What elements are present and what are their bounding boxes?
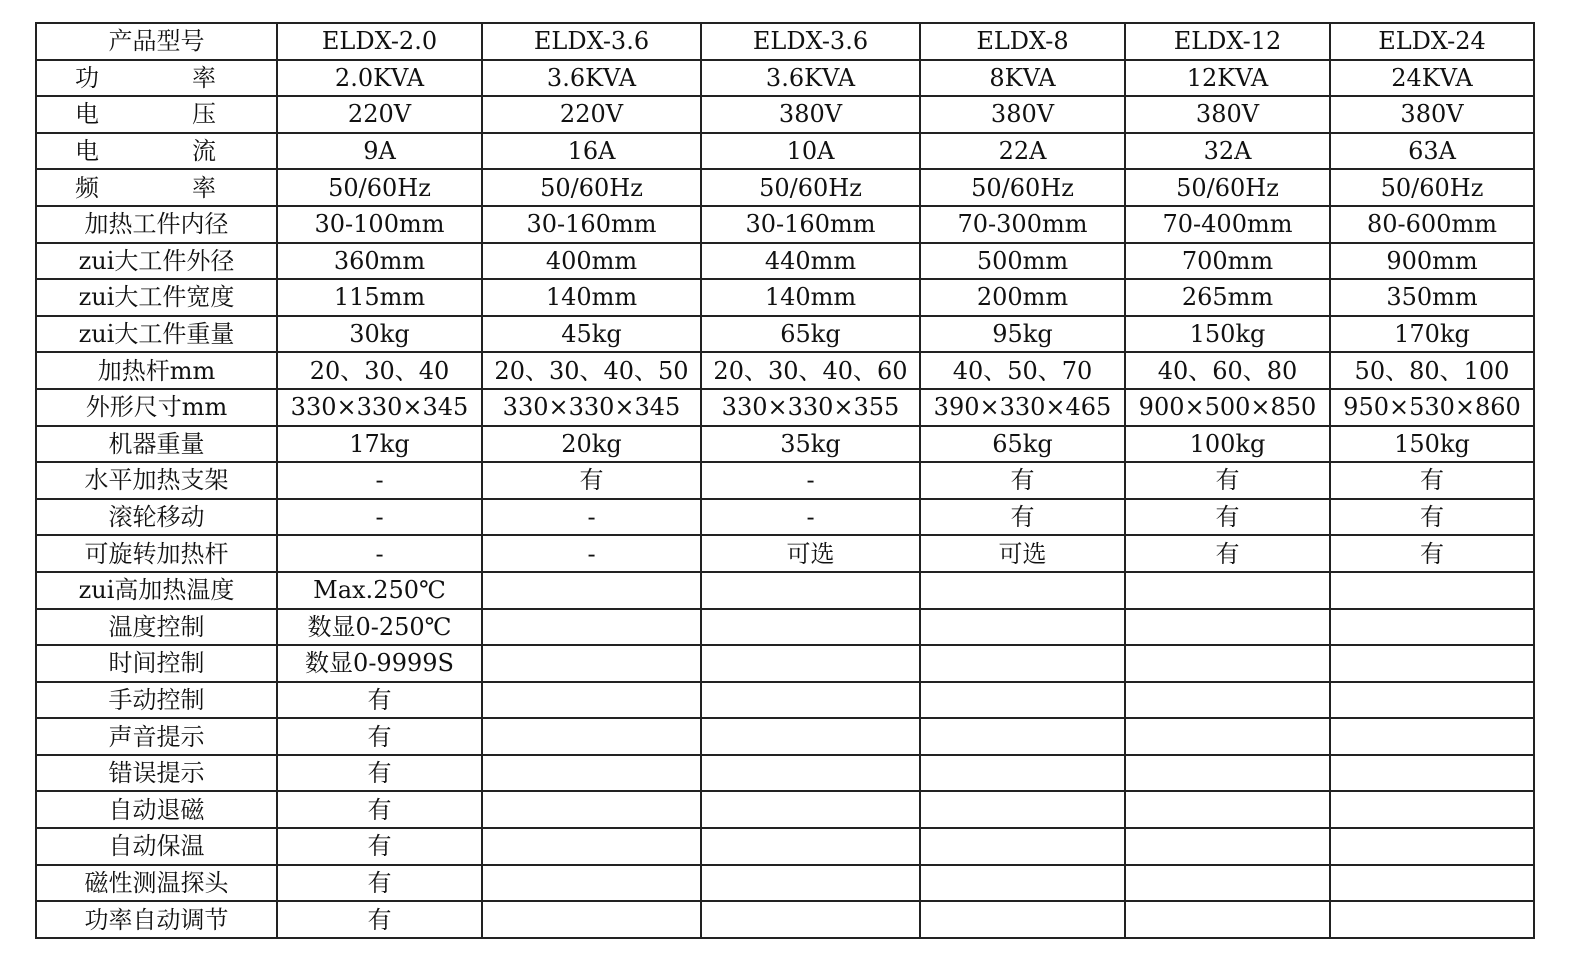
row-label: 可旋转加热杆 [36,535,277,572]
row-label: 错误提示 [36,755,277,792]
table-cell: 8KVA [920,60,1125,97]
table-cell: 95kg [920,316,1125,353]
table-cell [701,828,920,865]
table-cell: 330×330×345 [277,389,482,426]
table-cell: 200mm [920,279,1125,316]
table-cell: 360mm [277,243,482,280]
table-cell [701,645,920,682]
table-cell: 380V [701,96,920,133]
table-cell: 有 [277,828,482,865]
table-cell: 380V [1330,96,1534,133]
table-cell: 20、30、40、60 [701,352,920,389]
table-cell [1330,645,1534,682]
table-cell [701,609,920,646]
table-row [36,60,1534,97]
table-cell [920,645,1125,682]
table-cell: 100kg [1125,426,1330,463]
table-cell: 30-160mm [482,206,701,243]
table-cell: 350mm [1330,279,1534,316]
row-label: 功 率 [36,60,277,97]
table-cell: 45kg [482,316,701,353]
table-cell [920,828,1125,865]
table-cell [920,572,1125,609]
table-cell: 可选 [701,535,920,572]
table-cell [1125,901,1330,938]
table-cell: - [482,499,701,536]
row-label: 时间控制 [36,645,277,682]
table-cell: 115mm [277,279,482,316]
table-cell: 有 [277,755,482,792]
table-cell: 3.6KVA [482,60,701,97]
header-cell-model: ELDX-3.6 [482,23,701,60]
table-cell: 17kg [277,426,482,463]
table-cell [701,682,920,719]
table-row [36,96,1534,133]
table-cell [701,755,920,792]
table-cell [1125,572,1330,609]
table-cell [1330,718,1534,755]
table-cell: - [482,535,701,572]
table-cell: 500mm [920,243,1125,280]
table-cell: 32A [1125,133,1330,170]
row-label: zui高加热温度 [36,572,277,609]
table-cell: 22A [920,133,1125,170]
table-cell: 390×330×465 [920,389,1125,426]
table-row [36,462,1534,499]
table-cell [701,791,920,828]
row-label: 加热杆mm [36,352,277,389]
table-cell: 有 [277,865,482,902]
table-cell: 20kg [482,426,701,463]
row-label: 机器重量 [36,426,277,463]
table-cell: 50、80、100 [1330,352,1534,389]
table-cell: 12KVA [1125,60,1330,97]
table-cell: 40、50、70 [920,352,1125,389]
table-cell: 有 [1125,462,1330,499]
table-cell: 有 [1125,499,1330,536]
row-label: 自动退磁 [36,791,277,828]
table-cell: 50/60Hz [920,169,1125,206]
table-cell [1330,828,1534,865]
table-cell: 220V [277,96,482,133]
table-cell [1330,791,1534,828]
table-cell [482,755,701,792]
table-cell [920,609,1125,646]
table-cell [701,718,920,755]
table-cell: 50/60Hz [1330,169,1534,206]
table-cell: - [277,499,482,536]
row-label: 加热工件内径 [36,206,277,243]
table-cell: 50/60Hz [1125,169,1330,206]
table-cell: 330×330×345 [482,389,701,426]
spec-table [35,22,1535,939]
table-cell [920,791,1125,828]
table-row [36,169,1534,206]
table-cell [701,901,920,938]
row-label: 外形尺寸mm [36,389,277,426]
table-cell: 有 [1125,535,1330,572]
row-label: 频 率 [36,169,277,206]
table-cell: 440mm [701,243,920,280]
header-cell-model: ELDX-3.6 [701,23,920,60]
table-cell: 950×530×860 [1330,389,1534,426]
table-cell: 有 [277,791,482,828]
table-cell: 50/60Hz [701,169,920,206]
row-label: 磁性测温探头 [36,865,277,902]
table-cell [1125,755,1330,792]
table-cell: 700mm [1125,243,1330,280]
table-row [36,206,1534,243]
table-row [36,718,1534,755]
table-row [36,609,1534,646]
row-label: 功率自动调节 [36,901,277,938]
row-label: zui大工件宽度 [36,279,277,316]
table-cell [1125,645,1330,682]
table-cell [1330,609,1534,646]
table-cell: - [277,462,482,499]
header-cell-model: ELDX-2.0 [277,23,482,60]
row-label: 温度控制 [36,609,277,646]
row-label: 水平加热支架 [36,462,277,499]
table-cell: 20、30、40 [277,352,482,389]
spec-table-body [36,23,1534,938]
table-cell [1125,718,1330,755]
table-row [36,535,1534,572]
table-cell: 80-600mm [1330,206,1534,243]
table-cell: 有 [920,462,1125,499]
table-cell: 30-160mm [701,206,920,243]
row-label: 电 流 [36,133,277,170]
table-cell: 380V [1125,96,1330,133]
table-cell: 70-300mm [920,206,1125,243]
table-cell [920,718,1125,755]
table-row [36,572,1534,609]
header-cell-model: ELDX-24 [1330,23,1534,60]
table-cell: 900mm [1330,243,1534,280]
table-cell: 65kg [920,426,1125,463]
table-cell [1125,828,1330,865]
row-label: 声音提示 [36,718,277,755]
table-cell: 65kg [701,316,920,353]
table-cell [482,572,701,609]
header-cell-label: 产品型号 [36,23,277,60]
table-cell [482,828,701,865]
table-cell: 220V [482,96,701,133]
table-cell: 900×500×850 [1125,389,1330,426]
table-cell: - [701,462,920,499]
table-cell: 265mm [1125,279,1330,316]
table-cell: 9A [277,133,482,170]
table-cell: 330×330×355 [701,389,920,426]
table-cell [701,572,920,609]
table-cell: 150kg [1125,316,1330,353]
table-cell [1330,755,1534,792]
table-cell: 16A [482,133,701,170]
table-cell: 140mm [701,279,920,316]
table-cell: 70-400mm [1125,206,1330,243]
table-cell: 63A [1330,133,1534,170]
table-cell: 380V [920,96,1125,133]
table-cell [1330,572,1534,609]
table-cell: 可选 [920,535,1125,572]
table-cell: 30-100mm [277,206,482,243]
table-cell: 40、60、80 [1125,352,1330,389]
table-row [36,243,1534,280]
table-cell: 有 [1330,535,1534,572]
table-row [36,755,1534,792]
header-cell-model: ELDX-12 [1125,23,1330,60]
table-cell [1125,609,1330,646]
table-row [36,279,1534,316]
header-cell-model: ELDX-8 [920,23,1125,60]
table-cell [1330,865,1534,902]
table-row [36,682,1534,719]
table-cell: - [701,499,920,536]
table-cell [482,682,701,719]
table-row [36,316,1534,353]
table-cell: 3.6KVA [701,60,920,97]
row-label: zui大工件重量 [36,316,277,353]
table-cell [920,755,1125,792]
header-row [36,23,1534,60]
table-cell: 400mm [482,243,701,280]
table-cell: 数显0-9999S [277,645,482,682]
table-cell [920,682,1125,719]
row-label: 手动控制 [36,682,277,719]
table-cell [482,791,701,828]
table-cell [1125,682,1330,719]
table-cell: 10A [701,133,920,170]
table-cell: 有 [1330,462,1534,499]
table-cell: 数显0-250℃ [277,609,482,646]
table-cell: 有 [277,901,482,938]
table-cell [1330,682,1534,719]
table-cell [1125,865,1330,902]
table-row [36,426,1534,463]
row-label: zui大工件外径 [36,243,277,280]
table-row [36,828,1534,865]
table-cell: 50/60Hz [277,169,482,206]
table-cell: 有 [482,462,701,499]
table-cell: 35kg [701,426,920,463]
table-cell: 150kg [1330,426,1534,463]
table-row [36,791,1534,828]
table-row [36,645,1534,682]
table-cell: 20、30、40、50 [482,352,701,389]
table-cell: 有 [920,499,1125,536]
table-cell: 140mm [482,279,701,316]
table-row [36,389,1534,426]
table-cell: 50/60Hz [482,169,701,206]
table-cell [1330,901,1534,938]
table-cell: 2.0KVA [277,60,482,97]
table-row [36,499,1534,536]
row-label: 自动保温 [36,828,277,865]
table-cell: 有 [1330,499,1534,536]
table-cell: 170kg [1330,316,1534,353]
table-cell [701,865,920,902]
table-cell: 有 [277,718,482,755]
table-cell [482,645,701,682]
table-cell [482,901,701,938]
table-row [36,865,1534,902]
table-cell [920,901,1125,938]
table-cell [482,865,701,902]
table-cell [482,718,701,755]
table-row [36,352,1534,389]
table-cell [920,865,1125,902]
table-cell: 有 [277,682,482,719]
row-label: 滚轮移动 [36,499,277,536]
table-row [36,133,1534,170]
table-cell: 30kg [277,316,482,353]
table-cell: 24KVA [1330,60,1534,97]
table-row [36,901,1534,938]
row-label: 电 压 [36,96,277,133]
table-cell [482,609,701,646]
table-cell: - [277,535,482,572]
table-cell: Max.250℃ [277,572,482,609]
table-cell [1125,791,1330,828]
